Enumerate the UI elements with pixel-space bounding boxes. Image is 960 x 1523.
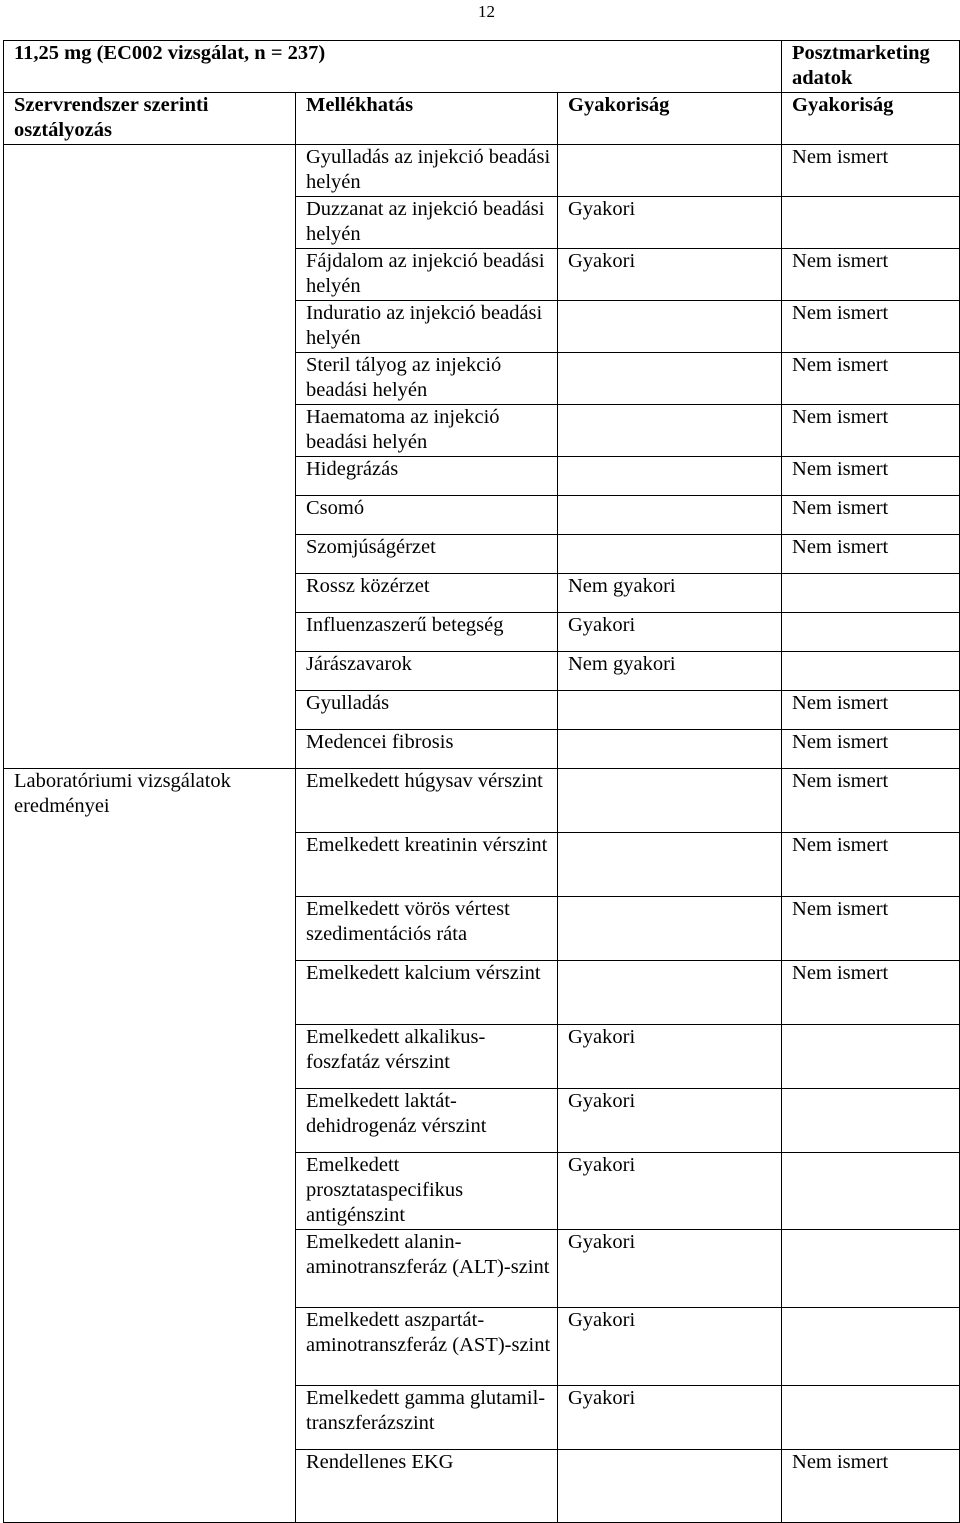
header-soc: Szervrendszer szerinti osztályozás: [4, 93, 296, 145]
frequency-cell: Gyakori: [558, 1025, 782, 1089]
reaction-cell: Emelkedett vörös vértest szedimentációs ráta: [296, 897, 558, 961]
table-title: 11,25 mg (EC002 vizsgálat, n = 237): [4, 41, 782, 93]
frequency-cell: [558, 353, 782, 405]
reaction-cell: Emelkedett gamma glutamil-transzferázszint: [296, 1386, 558, 1450]
frequency-cell: [558, 1450, 782, 1523]
frequency-cell: [558, 496, 782, 535]
reaction-cell: Járászavarok: [296, 652, 558, 691]
reaction-cell: Hidegrázás: [296, 457, 558, 496]
postmarketing-cell: Nem ismert: [782, 961, 960, 1025]
table-header-row: [4, 93, 960, 145]
reaction-cell: Csomó: [296, 496, 558, 535]
frequency-cell: [558, 457, 782, 496]
postmarketing-cell: [782, 1153, 960, 1230]
postmarketing-cell: [782, 1386, 960, 1450]
adverse-reactions-table: [3, 40, 960, 1523]
frequency-cell: Gyakori: [558, 613, 782, 652]
frequency-cell: Gyakori: [558, 197, 782, 249]
postmarketing-cell: [782, 652, 960, 691]
header-adverse-reaction: Mellékhatás: [296, 93, 558, 145]
postmarketing-cell: Nem ismert: [782, 405, 960, 457]
postmarketing-header: Posztmarketing adatok: [782, 41, 960, 93]
postmarketing-cell: Nem ismert: [782, 496, 960, 535]
frequency-cell: [558, 691, 782, 730]
postmarketing-cell: [782, 197, 960, 249]
soc-cell-continued: [4, 145, 296, 769]
postmarketing-cell: Nem ismert: [782, 145, 960, 197]
header-frequency: Gyakoriság: [558, 93, 782, 145]
table-row: [4, 769, 960, 833]
reaction-cell: Gyulladás: [296, 691, 558, 730]
postmarketing-cell: Nem ismert: [782, 1450, 960, 1523]
reaction-cell: Gyulladás az injekció beadási helyén: [296, 145, 558, 197]
reaction-cell: Emelkedett alkalikus-foszfatáz vérszint: [296, 1025, 558, 1089]
frequency-cell: Nem gyakori: [558, 652, 782, 691]
postmarketing-cell: [782, 574, 960, 613]
frequency-cell: [558, 769, 782, 833]
frequency-cell: Gyakori: [558, 1308, 782, 1386]
reaction-cell: Duzzanat az injekció beadási helyén: [296, 197, 558, 249]
reaction-cell: Rossz közérzet: [296, 574, 558, 613]
reaction-cell: Fájdalom az injekció beadási helyén: [296, 249, 558, 301]
frequency-cell: [558, 833, 782, 897]
reaction-cell: Emelkedett kalcium vérszint: [296, 961, 558, 1025]
table-title-row: [4, 41, 960, 93]
reaction-cell: Haematoma az injekció beadási helyén: [296, 405, 558, 457]
postmarketing-cell: [782, 1025, 960, 1089]
frequency-cell: Gyakori: [558, 249, 782, 301]
soc-cell-laboratory: Laboratóriumi vizsgálatok eredményei: [4, 769, 296, 1523]
postmarketing-cell: [782, 1308, 960, 1386]
postmarketing-cell: [782, 1089, 960, 1153]
reaction-cell: Emelkedett alanin-aminotranszferáz (ALT)-szint: [296, 1230, 558, 1308]
reaction-cell: Emelkedett aszpartát-aminotranszferáz (AST)-szint: [296, 1308, 558, 1386]
reaction-cell: Induratio az injekció beadási helyén: [296, 301, 558, 353]
reaction-cell: Szomjúságérzet: [296, 535, 558, 574]
reaction-cell: Rendellenes EKG: [296, 1450, 558, 1523]
reaction-cell: Medencei fibrosis: [296, 730, 558, 769]
postmarketing-cell: Nem ismert: [782, 353, 960, 405]
frequency-cell: Nem gyakori: [558, 574, 782, 613]
postmarketing-cell: Nem ismert: [782, 535, 960, 574]
frequency-cell: [558, 145, 782, 197]
postmarketing-cell: Nem ismert: [782, 249, 960, 301]
frequency-cell: [558, 405, 782, 457]
reaction-cell: Emelkedett prosztataspecifikus antigénszint: [296, 1153, 558, 1230]
page-number: 12: [478, 2, 495, 21]
reaction-cell: Influenzaszerű betegség: [296, 613, 558, 652]
reaction-cell: Emelkedett húgysav vérszint: [296, 769, 558, 833]
reaction-cell: Steril tályog az injekció beadási helyén: [296, 353, 558, 405]
frequency-cell: [558, 961, 782, 1025]
postmarketing-cell: [782, 613, 960, 652]
postmarketing-cell: Nem ismert: [782, 301, 960, 353]
frequency-cell: Gyakori: [558, 1153, 782, 1230]
frequency-cell: [558, 535, 782, 574]
reaction-cell: Emelkedett kreatinin vérszint: [296, 833, 558, 897]
frequency-cell: [558, 897, 782, 961]
postmarketing-cell: Nem ismert: [782, 730, 960, 769]
frequency-cell: Gyakori: [558, 1230, 782, 1308]
postmarketing-cell: Nem ismert: [782, 691, 960, 730]
postmarketing-cell: Nem ismert: [782, 833, 960, 897]
frequency-cell: Gyakori: [558, 1386, 782, 1450]
postmarketing-cell: Nem ismert: [782, 457, 960, 496]
postmarketing-cell: Nem ismert: [782, 769, 960, 833]
table-body: [4, 41, 960, 1523]
frequency-cell: Gyakori: [558, 1089, 782, 1153]
frequency-cell: [558, 730, 782, 769]
reaction-cell: Emelkedett laktát-dehidrogenáz vérszint: [296, 1089, 558, 1153]
postmarketing-cell: Nem ismert: [782, 897, 960, 961]
table-row: [4, 145, 960, 197]
header-postmarketing-frequency: Gyakoriság: [782, 93, 960, 145]
postmarketing-cell: [782, 1230, 960, 1308]
frequency-cell: [558, 301, 782, 353]
